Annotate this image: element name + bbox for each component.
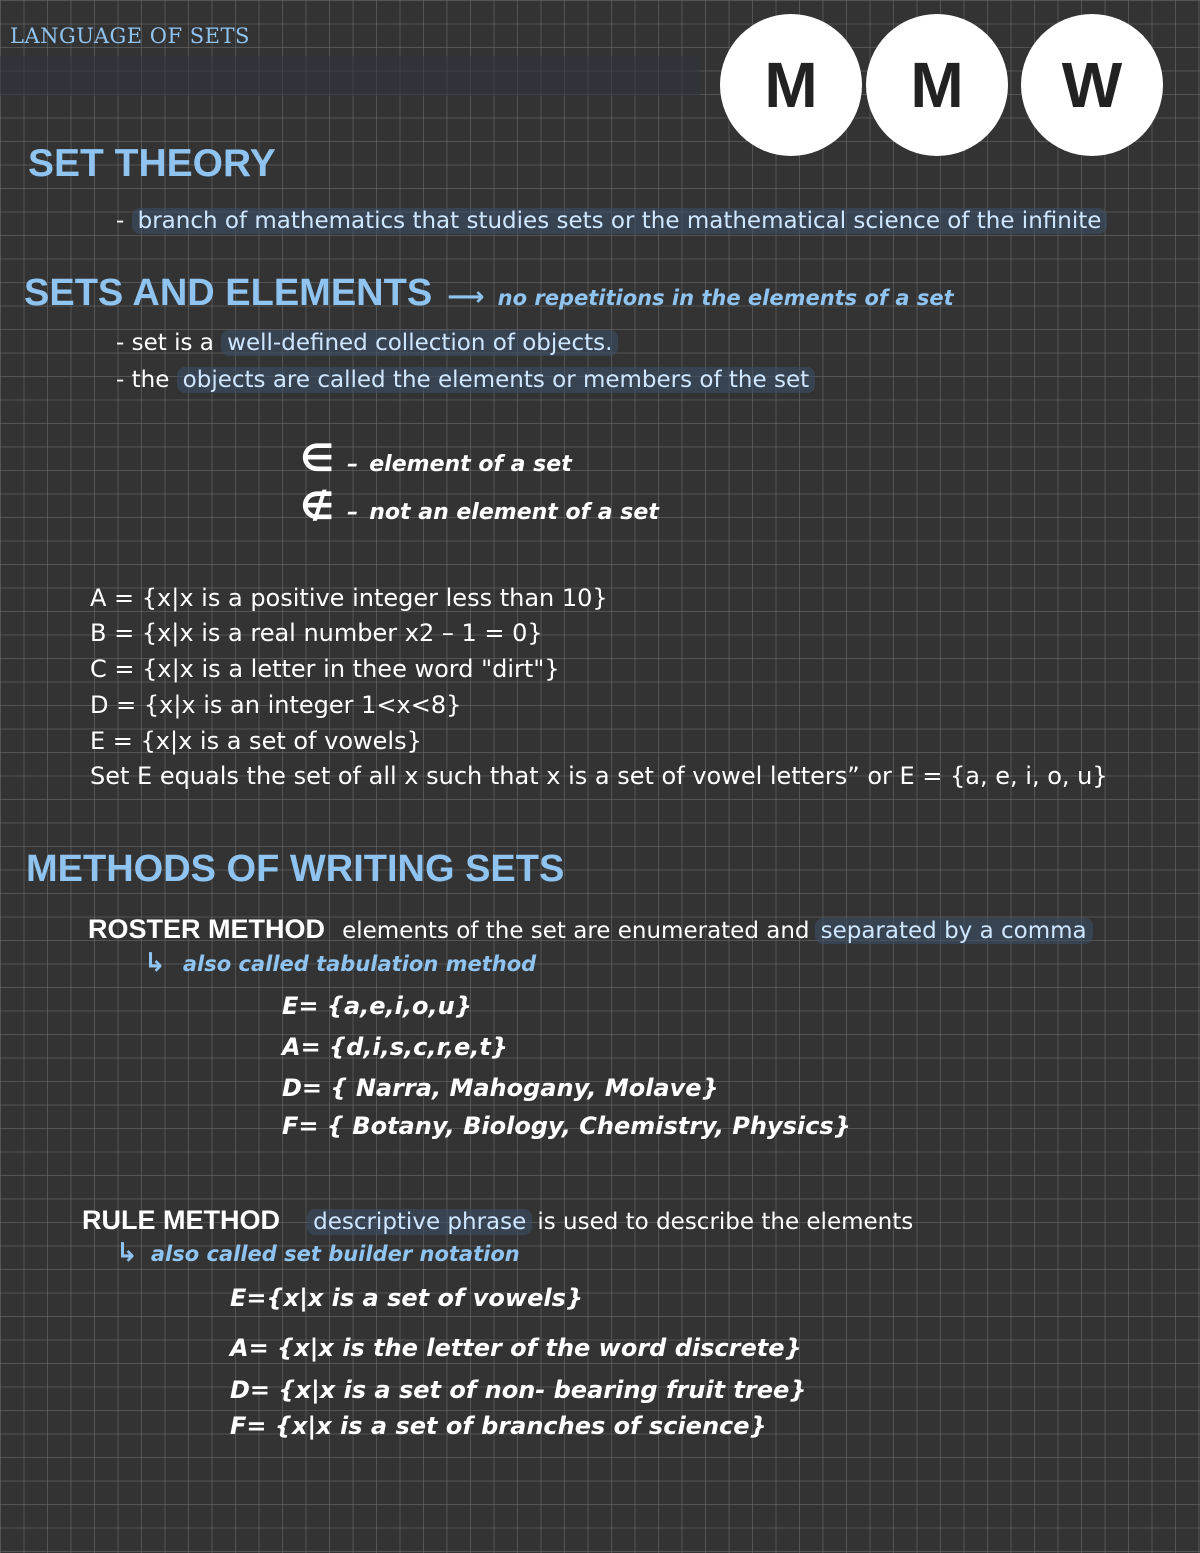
rule-method-row	[82, 1205, 913, 1236]
sets-elements-heading: SETS AND ELEMENTS	[24, 272, 433, 314]
roster-example-e: E= {a,e,i,o,u}	[282, 992, 472, 1020]
page-header-title: LANGUAGE OF SETS	[10, 24, 250, 48]
sets-definition-line-1	[116, 330, 618, 356]
symbol-row-not-element-of	[300, 484, 659, 528]
example-set-b: B = {x|x is a real number x2 – 1 = 0}	[90, 619, 543, 647]
rule-example-a: A= {x|x is the letter of the word discrete}	[230, 1334, 802, 1362]
line2-highlight: objects are called the elements or members of the set	[177, 367, 815, 393]
logo-circle-m1: M	[720, 14, 862, 156]
roster-example-f: F= { Botany, Biology, Chemistry, Physics}	[282, 1112, 851, 1140]
rule-description: is used to describe the elements	[537, 1209, 914, 1235]
symbol-meaning: element of a set	[369, 452, 572, 477]
roster-method-row	[88, 914, 1093, 945]
symbol-meaning: not an element of a set	[369, 500, 659, 525]
set-theory-heading: SET THEORY	[28, 142, 276, 185]
rule-example-f: F= {x|x is a set of branches of science}	[230, 1412, 767, 1440]
definition-dash: -	[116, 208, 132, 234]
roster-example-a: A= {d,i,s,c,r,e,t}	[282, 1033, 508, 1061]
symbol-row-element-of	[300, 436, 572, 480]
example-set-e-explanation: Set E equals the set of all x such that x is a set of vowel letters” or E = {a, e, i, o, u}	[90, 762, 1108, 790]
roster-description: elements of the set are enumerated and	[342, 918, 810, 944]
rule-description-highlight: descriptive phrase	[307, 1209, 532, 1235]
example-set-a: A = {x|x is a positive integer less than 10}	[90, 584, 608, 612]
logo-circle-w: W	[1021, 14, 1163, 156]
methods-heading: METHODS OF WRITING SETS	[26, 848, 565, 890]
example-set-d: D = {x|x is an integer 1<x<8}	[90, 691, 462, 719]
rule-alias-row	[116, 1238, 520, 1268]
rule-method-title: RULE METHOD	[82, 1205, 280, 1235]
element-of-icon: ∈	[300, 436, 335, 480]
line1-highlight: well-defined collection of objects.	[221, 330, 618, 356]
no-repetitions-note: no repetitions in the elements of a set	[497, 286, 954, 310]
arrow-down-right-icon: ↳	[116, 1238, 138, 1268]
definition-text: branch of mathematics that studies sets or the mathematical science of the infinite	[132, 208, 1108, 234]
example-set-e: E = {x|x is a set of vowels}	[90, 727, 422, 755]
header-band	[0, 56, 700, 96]
symbol-dash: –	[347, 500, 359, 525]
roster-alias-row	[144, 948, 536, 978]
rule-alias: also called set builder notation	[150, 1242, 520, 1266]
sets-definition-line-2	[116, 367, 815, 393]
roster-alias: also called tabulation method	[182, 952, 537, 976]
not-element-of-icon: ∉	[300, 484, 335, 528]
logo-circle-m2: M	[866, 14, 1008, 156]
line1-prefix: - set is a	[116, 330, 222, 356]
symbol-dash: –	[347, 452, 359, 477]
arrow-down-right-icon: ↳	[144, 948, 166, 978]
line2-prefix: - the	[116, 367, 177, 393]
arrow-icon: ⟶	[447, 282, 485, 312]
roster-method-title: ROSTER METHOD	[88, 914, 326, 944]
sets-elements-heading-row	[24, 272, 954, 315]
roster-description-highlight: separated by a comma	[815, 918, 1093, 944]
example-set-c: C = {x|x is a letter in thee word "dirt"}	[90, 655, 560, 683]
set-theory-definition	[116, 208, 1107, 234]
roster-example-d: D= { Narra, Mahogany, Molave}	[282, 1074, 719, 1102]
rule-example-e: E={x|x is a set of vowels}	[230, 1284, 583, 1312]
rule-example-d: D= {x|x is a set of non- bearing fruit tree}	[230, 1376, 807, 1404]
